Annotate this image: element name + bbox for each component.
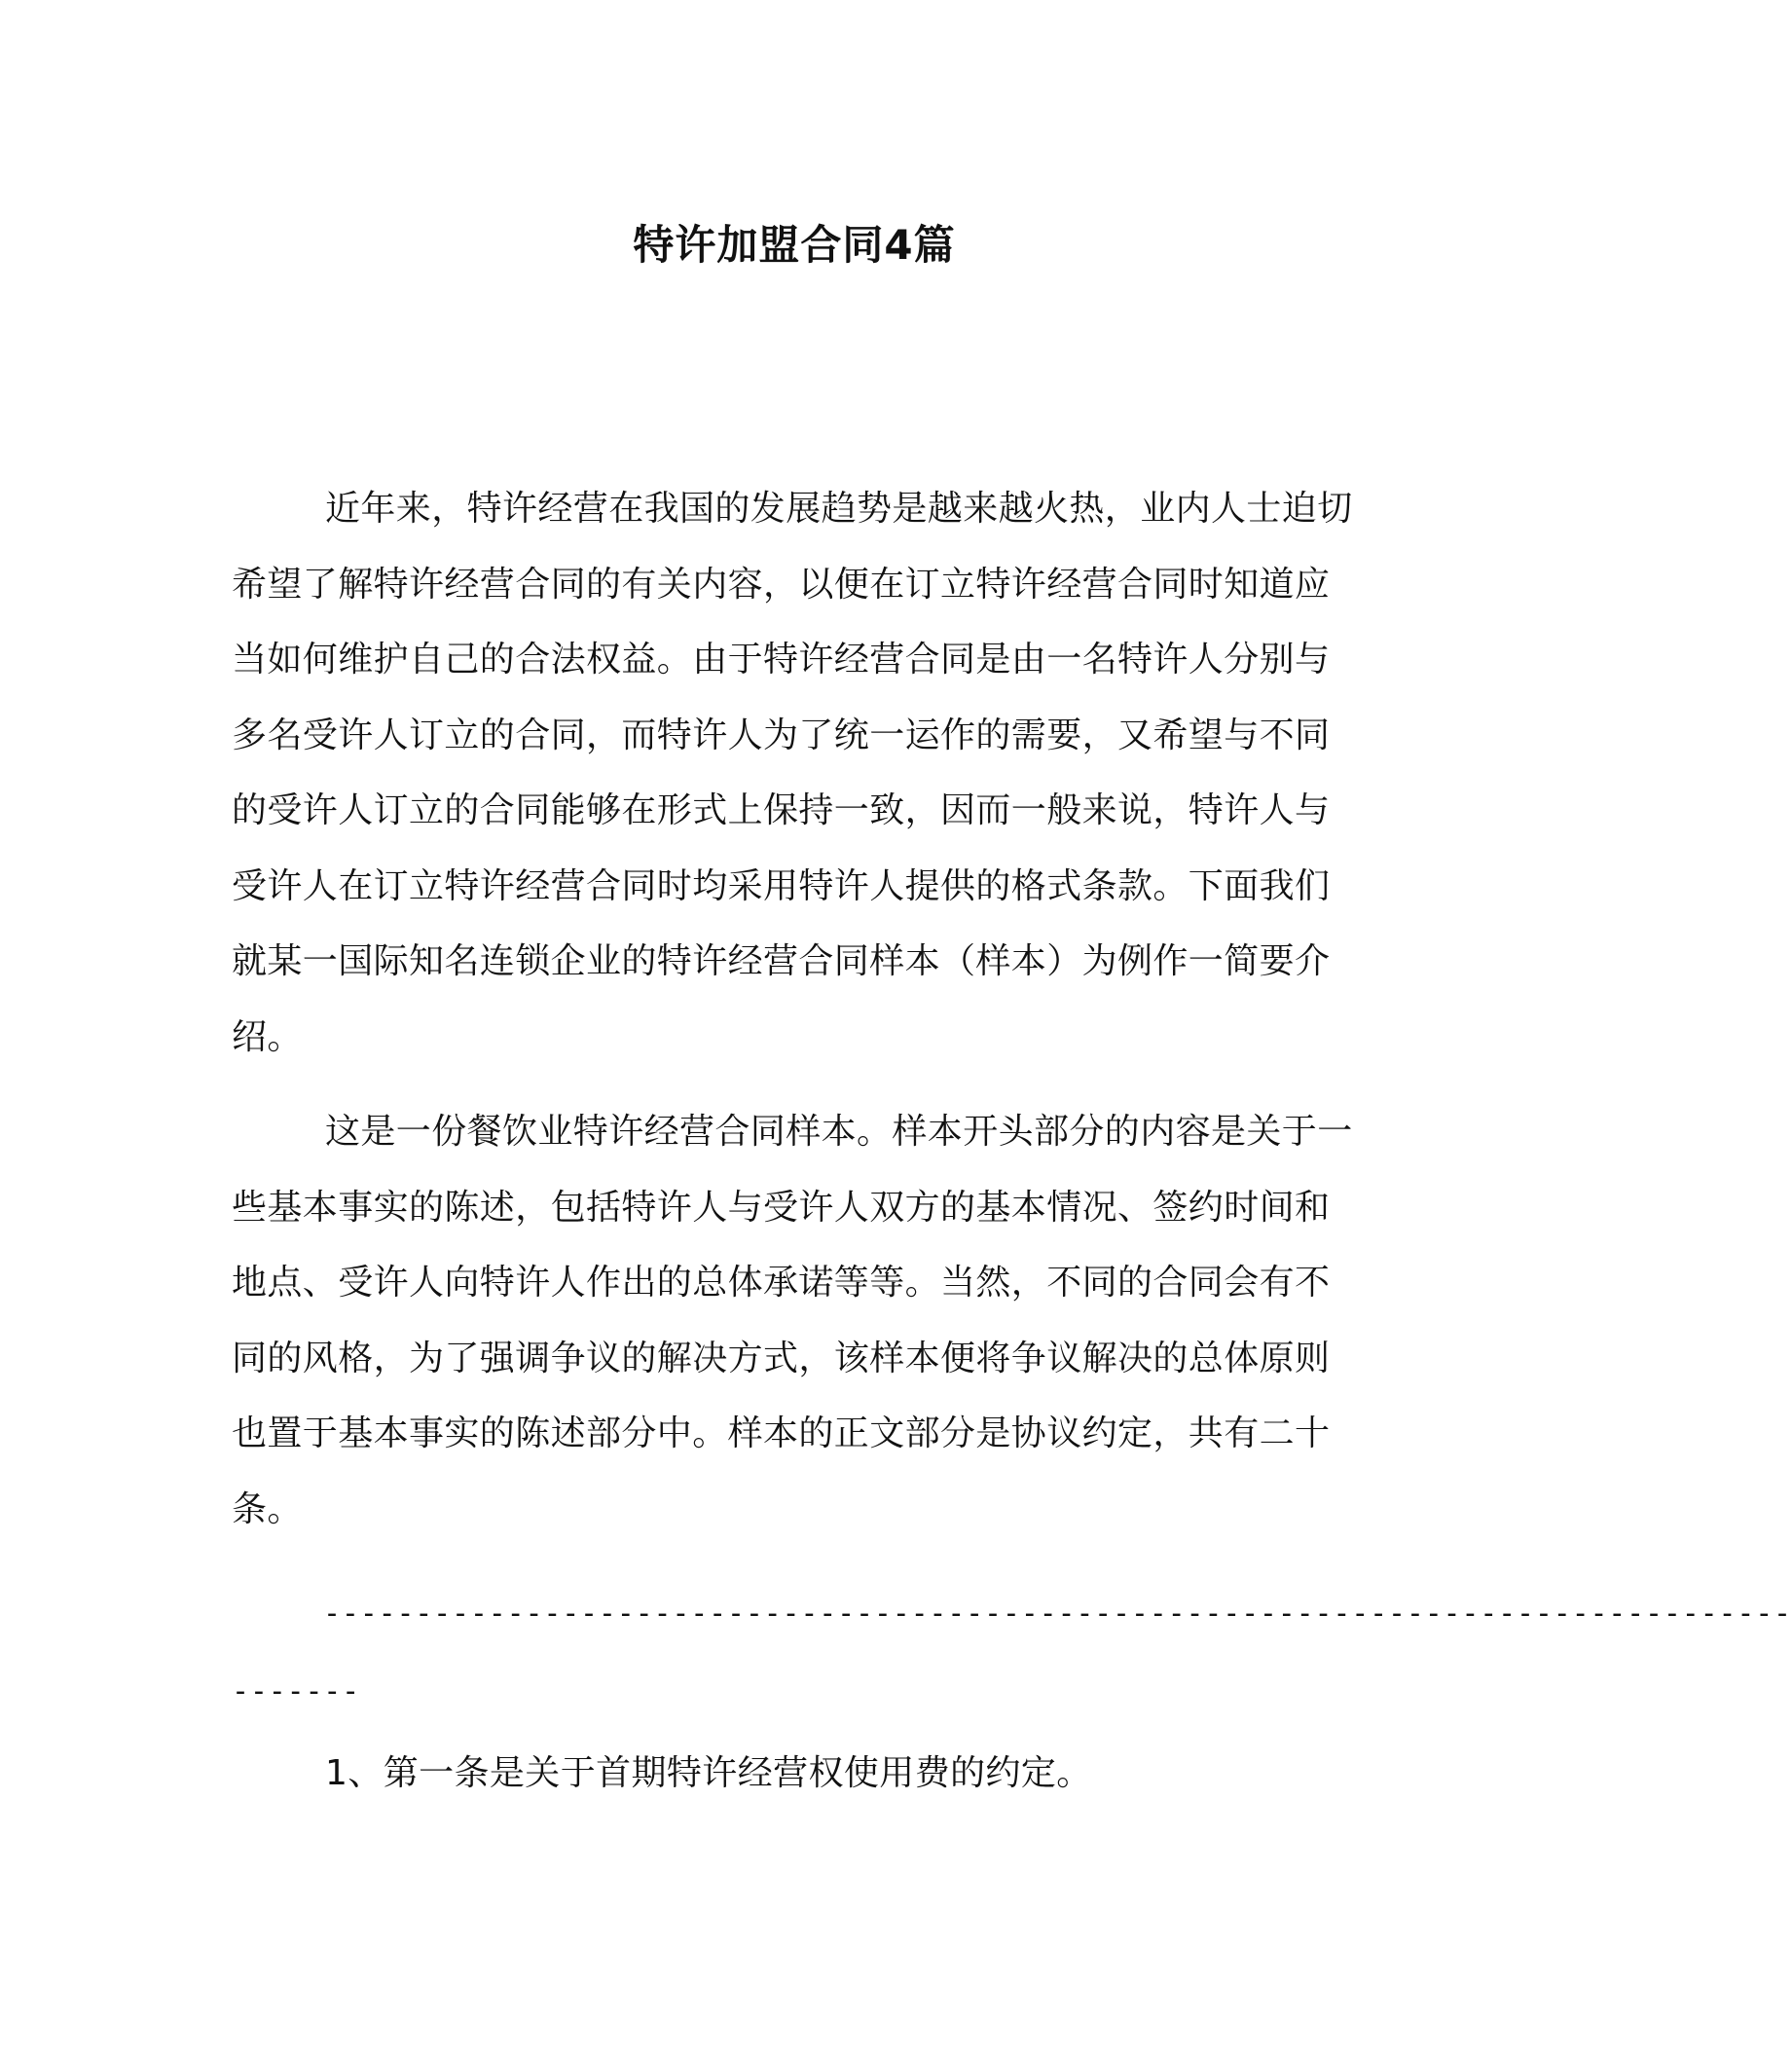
list-item: 1、第一条是关于首期特许经营权使用费的约定。 [325, 1753, 1092, 1793]
document-title: 特许加盟合同4篇 [633, 221, 956, 269]
sample-description-paragraph: 这是一份餐饮业特许经营合同样本。样本开头部分的内容是关于一些基本事实的陈述，包括特许人与受许人双方的基本情况、签约时间和地点、受许人向特许人作出的总体承诺等等。当然，不同的合同会有不同的风格，为了强调争议的解决方式，该样本便将争议解决的总体原则也置于基本事实的陈述部分中。样本的正文部分是协议约定，共有二十条。 [232, 1112, 1353, 1529]
intro-paragraph: 近年来，特许经营在我国的发展趋势是越来越火热，业内人士迫切希望了解特许经营合同的有关内容，以便在订立特许经营合同时知道应当如何维护自己的合法权益。由于特许经营合同是由一名特许人分别与多名受许人订立的合同，而特许人为了统一运作的需要，又希望与不同的受许人订立的合同能够在形式上保持一致，因而一般来说，特许人与受许人在订立特许经营合同时均采用特许人提供的格式条款。下面我们就某一国际知名连锁企业的特许经营合同样本（样本）为例作一简要介绍。 [232, 489, 1353, 1057]
separator-line: -------------------------------------------------------------------------------- [323, 1597, 1792, 1631]
separator-line-continuation: ------- [232, 1674, 361, 1708]
